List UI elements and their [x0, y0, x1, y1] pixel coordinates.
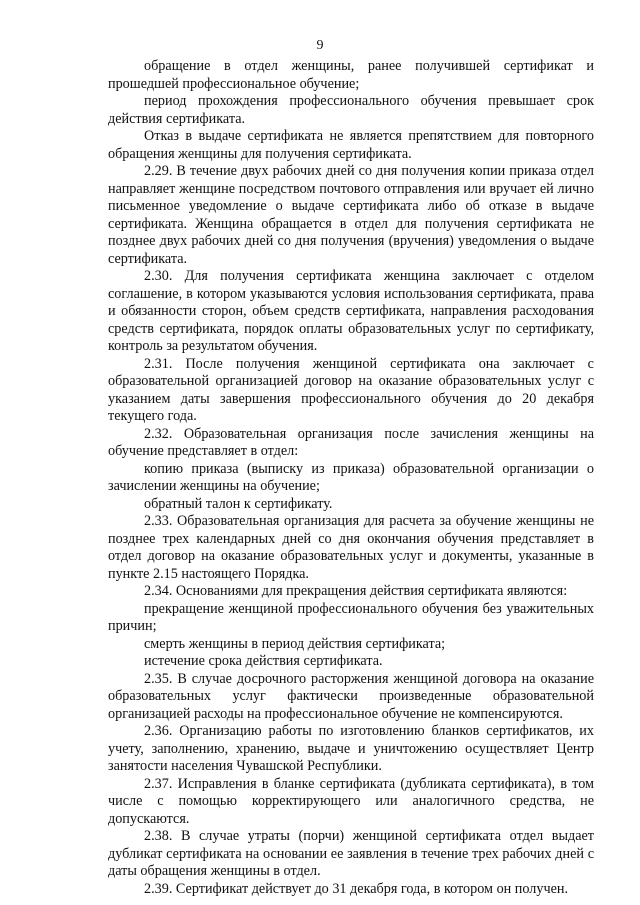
paragraph-2-32-item-1: копию приказа (выписку из приказа) образовательной организации о зачислении женщины на обучение; [108, 460, 594, 494]
paragraph-2-32: 2.32. Образовательная организация после зачисления женщины на обучение представляет в отдел: [108, 425, 594, 459]
paragraph-2-32-item-2: обратный талон к сертификату. [144, 495, 333, 512]
page-number: 9 [316, 38, 324, 53]
paragraph-2-34-item-2: смерть женщины в период действия сертификата; [144, 635, 446, 652]
paragraph-3: Отказ в выдаче сертификата не является препятствием для повторного обращения женщины для получения сертификата. [108, 128, 594, 162]
document-body [108, 58, 594, 898]
paragraph-2-39: 2.39. Сертификат действует до 31 декабря года, в котором он получен. [144, 880, 569, 897]
paragraph-2: период прохождения профессионального обучения превышает срок действия сертификата. [108, 93, 594, 127]
paragraph-1: обращение в отдел женщины, ранее получившей сертификат и прошедшей профессиональное обучение; [108, 58, 594, 92]
paragraph-2-30: 2.30. Для получения сертификата женщина заключает с отделом соглашение, в котором указываются условия использования сертификата, права и обязанности сторон, объем средств сертификата, направления расходования средств сертификата, порядок оплаты образовательных услуг по сертификату, контроль за результатом обучения. [108, 268, 594, 354]
paragraph-2-34-item-3: истечение срока действия сертификата. [144, 653, 383, 669]
paragraph-2-38: 2.38. В случае утраты (порчи) женщиной сертификата отдел выдает дубликат сертификата на основании ее заявления в течение трех рабочих дней с даты обращения женщины в отдел. [108, 828, 594, 879]
paragraph-2-35: 2.35. В случае досрочного расторжения женщиной договора на оказание образовательных услуг фактически произведенные образовательной организацией расходы на профессиональное обучение не компенсируются. [108, 670, 594, 722]
paragraph-2-34-item-1: прекращение женщиной профессионального обучения без уважительных причин; [108, 600, 594, 634]
paragraph-2-29: 2.29. В течение двух рабочих дней со дня получения копии приказа отдел направляет женщине посредством почтового отправления или вручает ей лично письменное уведомление о выдаче сертификата либо об отказе в выдаче сертификата. Женщина обращается в отдел для получения сертификата не позднее двух рабочих дней со дня получения (вручения) уведомления о выдаче сертификата. [108, 163, 594, 267]
paragraph-2-34: 2.34. Основаниями для прекращения действия сертификата являются: [144, 583, 568, 599]
paragraph-2-37: 2.37. Исправления в бланке сертификата (дубликата сертификата), в том числе с помощью корректирующего или аналогичного средства, не допускаются. [108, 775, 594, 827]
paragraph-2-33: 2.33. Образовательная организация для расчета за обучение женщины не позднее трех календарных дней со дня окончания обучения представляет в отдел договор на оказание образовательных услуг и документы, указанные в пункте 2.15 настоящего Порядка. [108, 513, 594, 582]
paragraph-2-36: 2.36. Организацию работы по изготовлению бланков сертификатов, их учету, заполнению, хранению, выдаче и уничтожению осуществляет Центр занятости населения Чувашской Республики. [108, 723, 594, 774]
paragraph-2-31: 2.31. После получения женщиной сертификата она заключает с образовательной организацией договор на оказание образовательных услуг с указанием даты завершения профессионального обучения до 20 декабря текущего года. [108, 355, 594, 424]
